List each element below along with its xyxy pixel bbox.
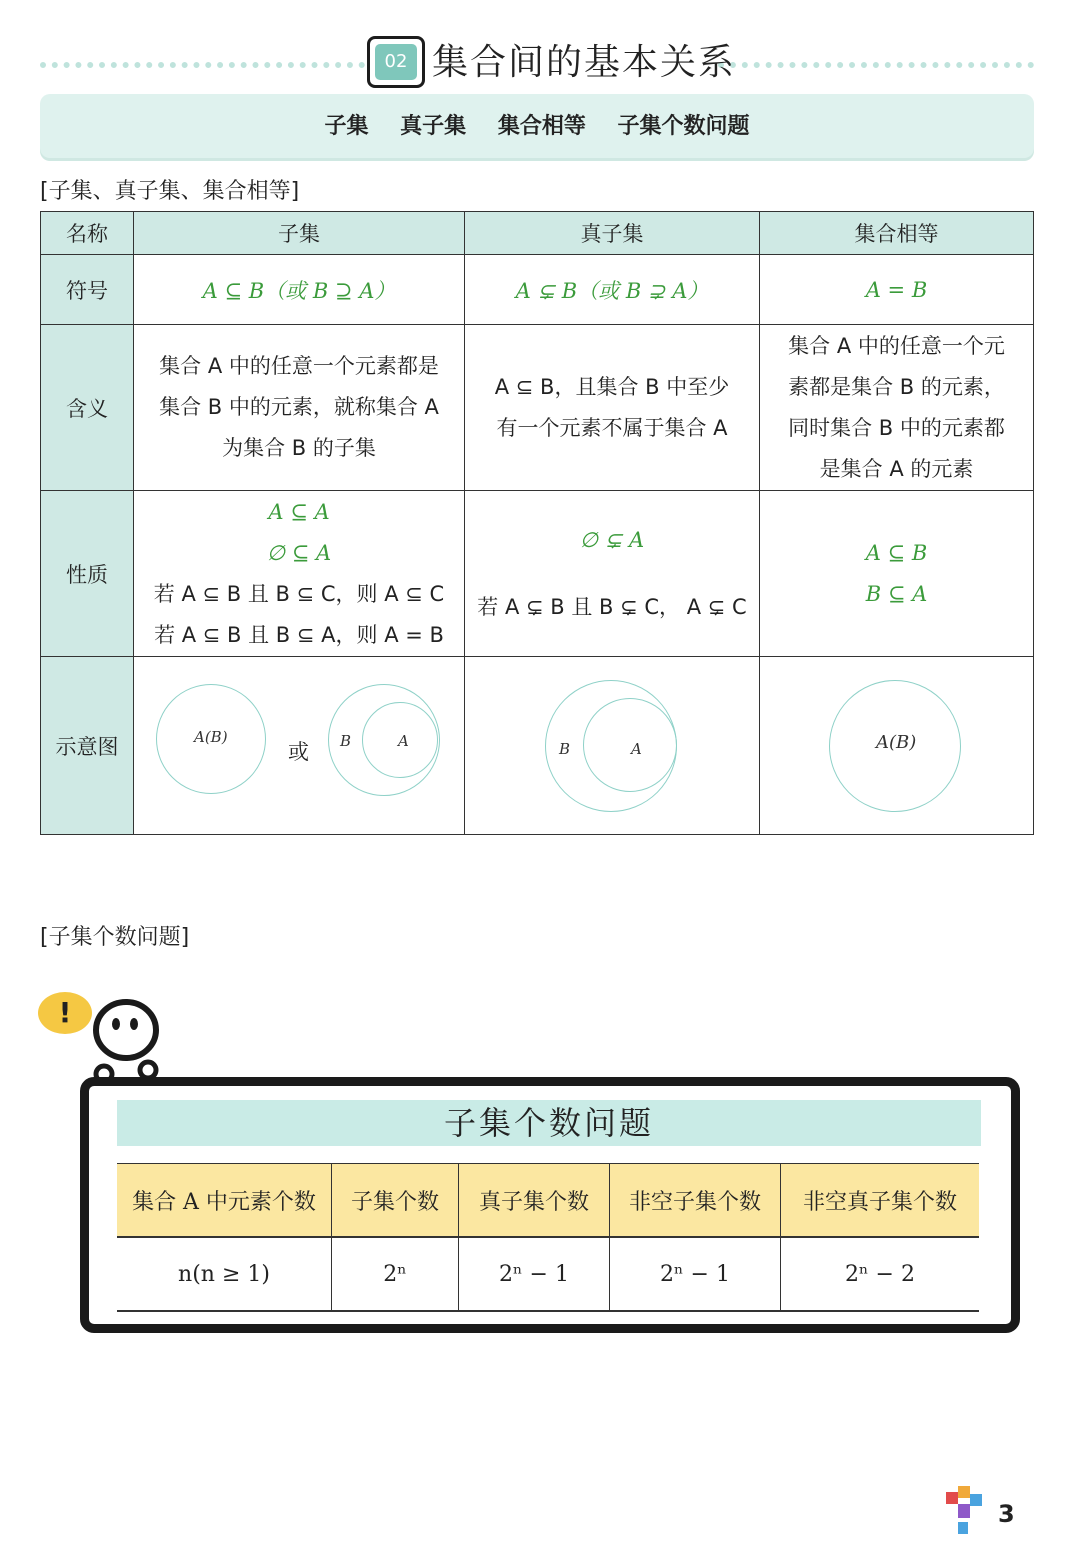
property-equal <box>760 491 1034 657</box>
diagram-subset <box>134 657 465 835</box>
chapter-badge <box>367 36 425 88</box>
meaning-line: 素都是集合 B 的元素， <box>788 374 1005 399</box>
venn-label-b: B <box>559 739 571 758</box>
meaning-line: 是集合 A 的元素 <box>819 456 974 481</box>
topic-item: 子集 <box>324 114 369 139</box>
meaning-proper <box>465 325 760 491</box>
symbol-equal: A = B <box>760 255 1034 325</box>
relations-table <box>40 211 1034 835</box>
brand-logo-icon <box>944 1486 986 1538</box>
venn-circle <box>583 698 677 792</box>
topic-item: 真子集 <box>400 114 467 139</box>
venn-equal <box>760 658 1033 834</box>
header-dots-left <box>40 62 365 74</box>
property-line: 若 A ⊆ B 且 B ⊆ C，则 A ⊆ C <box>153 581 445 606</box>
subset-count-table <box>117 1163 979 1312</box>
property-line: 若 A ⊊ B 且 B ⊊ C， A ⊊ C <box>477 594 747 619</box>
count-header: 集合 A 中元素个数 <box>117 1164 332 1238</box>
symbol-subset: A ⊆ B（或 B ⊇ A） <box>134 255 465 325</box>
meaning-line: 集合 A 中的任意一个元 <box>788 333 1005 358</box>
col-header-subset: 子集 <box>134 212 465 255</box>
col-header-name: 名称 <box>41 212 134 255</box>
meaning-line: A ⊆ B，且集合 B 中至少 <box>494 374 730 399</box>
mascot-icon <box>86 994 166 1084</box>
count-header: 非空子集个数 <box>610 1164 781 1238</box>
property-line: B ⊆ A <box>865 581 928 606</box>
property-line: 若 A ⊆ B 且 B ⊆ A，则 A = B <box>154 622 444 647</box>
section-heading-2: [子集个数问题] <box>40 925 190 950</box>
venn-label-a: A <box>398 731 409 750</box>
property-proper <box>465 491 760 657</box>
meaning-equal <box>760 325 1034 491</box>
count-header: 真子集个数 <box>459 1164 610 1238</box>
property-subset <box>134 491 465 657</box>
header-dots-right <box>718 62 1034 74</box>
count-header: 子集个数 <box>332 1164 459 1238</box>
count-value: 2ⁿ − 1 <box>610 1237 781 1311</box>
property-line: A ⊆ B <box>865 540 928 565</box>
topic-item: 集合相等 <box>497 114 586 139</box>
count-value: 2ⁿ − 2 <box>781 1237 980 1311</box>
meaning-line: 有一个元素不属于集合 A <box>496 415 728 440</box>
topic-bar <box>40 94 1034 158</box>
diagram-proper <box>465 657 760 835</box>
topic-item: 子集个数问题 <box>617 114 750 139</box>
meaning-subset <box>134 325 465 491</box>
meaning-line: 同时集合 B 中的元素都 <box>788 415 1005 440</box>
section-heading-1: [子集、真子集、集合相等] <box>40 179 300 204</box>
count-value: n(n ≥ 1) <box>117 1237 332 1311</box>
row-header-diagram: 示意图 <box>41 657 134 835</box>
property-line: ∅ ⊆ A <box>266 540 332 565</box>
venn-subset <box>134 658 464 834</box>
page-title: 集合间的基本关系 <box>432 42 737 83</box>
or-text: 或 <box>288 739 309 764</box>
property-line: ∅ ⊊ A <box>579 527 645 552</box>
venn-label-b: B <box>340 731 352 750</box>
row-header-property: 性质 <box>41 491 134 657</box>
page-number: 3 <box>998 1500 1015 1528</box>
row-header-symbol: 符号 <box>41 255 134 325</box>
count-header: 非空真子集个数 <box>781 1164 980 1238</box>
venn-proper <box>465 658 759 834</box>
col-header-equal: 集合相等 <box>760 212 1034 255</box>
row-header-meaning: 含义 <box>41 325 134 491</box>
diagram-equal <box>760 657 1034 835</box>
symbol-proper: A ⊊ B（或 B ⊋ A） <box>465 255 760 325</box>
alert-bubble: ! <box>38 992 92 1034</box>
col-header-proper: 真子集 <box>465 212 760 255</box>
count-title: 子集个数问题 <box>117 1100 981 1146</box>
count-value: 2ⁿ <box>332 1237 459 1311</box>
chapter-number: 02 <box>375 44 417 80</box>
venn-label-ab: A(B) <box>876 731 917 753</box>
meaning-line: 为集合 B 的子集 <box>222 436 376 460</box>
meaning-line: 集合 A 中的任意一个元素都是 <box>159 354 439 378</box>
property-line: A ⊆ A <box>268 499 330 524</box>
venn-label-a: A <box>631 739 642 758</box>
venn-label-ab: A(B) <box>194 727 228 746</box>
count-value: 2ⁿ − 1 <box>459 1237 610 1311</box>
meaning-line: 集合 B 中的元素，就称集合 A <box>159 395 439 419</box>
